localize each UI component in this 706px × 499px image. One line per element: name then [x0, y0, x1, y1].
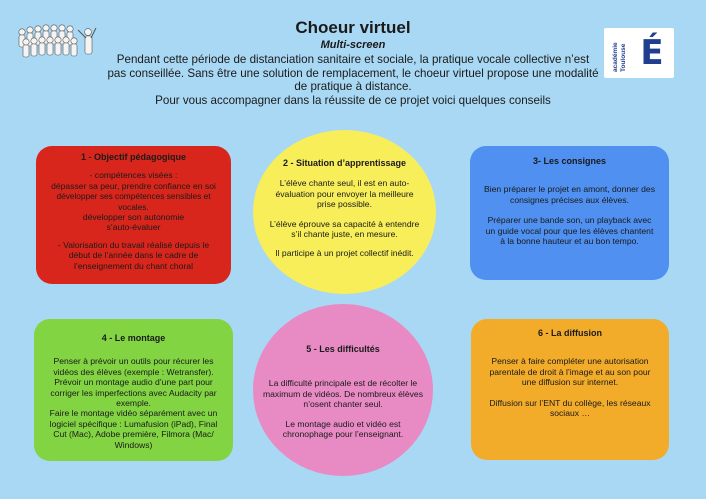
card-text: l’enseignement du chant choral — [74, 260, 193, 271]
card-text: corriger les imperfections avec Audacity par — [50, 387, 217, 398]
card-text: chronophage pour l’enseignant. — [282, 429, 404, 440]
card-title: 4 - Le montage — [101, 333, 166, 343]
header — [100, 18, 606, 107]
card-text: à la bonne hauteur et au bon tempo. — [500, 236, 639, 247]
card-text: - compétences visées : — [89, 170, 178, 181]
card-title: 1 - Objectif pédagogique — [80, 152, 186, 162]
card-text: Penser à faire compléter une autorisation — [491, 356, 649, 367]
card-text: évaluation pour envoyer la meilleure — [275, 188, 414, 199]
card-objectif — [36, 146, 231, 284]
card-text: La difficulté principale est de récolter le — [268, 378, 418, 389]
card-text: début de l’année dans le cadre de — [68, 250, 199, 261]
intro-line: Pendant cette période de distanciation sanitaire et sociale, la pratique vocale collective n’est — [116, 53, 590, 66]
card-text: logiciel spécifique : Lumafusion (iPad), Final — [49, 418, 218, 429]
card-text: Windows) — [114, 439, 153, 450]
card-text: un guide vocal pour que les élèves chantent — [485, 225, 654, 236]
card-diffusion — [471, 319, 669, 460]
card-text: s’il chante juste, en mesure. — [291, 229, 398, 240]
card-text: maximum de vidéos. De nombreux élèves — [262, 388, 423, 399]
card-text: - Valorisation du travail réalisé depuis le — [57, 239, 210, 250]
page-subtitle: Multi-screen — [320, 39, 386, 51]
academie-toulouse-logo — [604, 28, 674, 78]
card-montage — [34, 319, 233, 461]
card-text: Diffusion sur l’ENT du collège, les réseaux — [489, 397, 651, 408]
card-consignes — [470, 146, 669, 280]
card-text: L’élève chante seul, il est en auto- — [279, 178, 410, 189]
intro-line: pas conseillée. Sans être une solution de remplacement, le choeur virtuel propose une modalité — [107, 66, 599, 80]
card-title: 6 - La diffusion — [538, 328, 602, 338]
card-difficultes — [253, 304, 433, 476]
card-text: Cut (Mac), Adobe première, Filmora (Mac/ — [53, 429, 214, 440]
card-text: s’auto-évaluer — [106, 222, 161, 233]
academie-logo-letter: É — [640, 33, 664, 73]
card-text: une diffusion sur internet. — [521, 377, 619, 388]
card-text: Faire le montage vidéo séparément avec un — [49, 408, 218, 419]
card-text: Penser à prévoir un outils pour récurer les — [53, 356, 214, 367]
card-title: 5 - Les difficultés — [306, 344, 380, 354]
card-text: développer son autonomie — [82, 212, 185, 223]
intro-line: de pratique à distance. — [294, 80, 412, 93]
card-text: n’osent chanter seul. — [303, 399, 383, 410]
card-text: Il participe à un projet collectif inédit. — [275, 248, 414, 259]
intro-text — [100, 53, 606, 107]
card-text: L’élève éprouve sa capacité à entendre — [269, 218, 420, 229]
card-text: Prévoir un montage audio d’une part pour — [54, 377, 213, 388]
card-text: Préparer une bande son, un playback avec — [487, 215, 652, 226]
card-text: prise possible. — [317, 199, 372, 210]
intro-line: Pour vous accompagner dans la réussite de ce projet voici quelques conseils — [155, 93, 551, 107]
card-text: dépasser sa peur, prendre confiance en soi — [51, 180, 216, 191]
card-text: développer ses compétences sensibles et vocales. — [56, 191, 211, 212]
card-title: 3- Les consignes — [532, 156, 607, 166]
card-text: exemple. — [116, 398, 151, 409]
choir-illustration — [14, 18, 98, 62]
card-text: vidéos des élèves (exemple : Wetransfer). — [53, 366, 214, 377]
page-title: Choeur virtuel — [295, 18, 411, 37]
card-situation — [253, 130, 436, 294]
card-text: Le montage audio et vidéo est — [285, 418, 401, 429]
card-text: parentale de droit à l’image et au son pour — [489, 366, 651, 377]
academie-logo-text: académie Toulouse — [612, 42, 627, 72]
card-title: 2 - Situation d’apprentissage — [282, 158, 407, 168]
card-text: Bien préparer le projet en amont, donner des — [483, 184, 656, 195]
card-text: sociaux … — [549, 408, 591, 419]
card-text: consignes précises aux élèves. — [510, 194, 629, 205]
